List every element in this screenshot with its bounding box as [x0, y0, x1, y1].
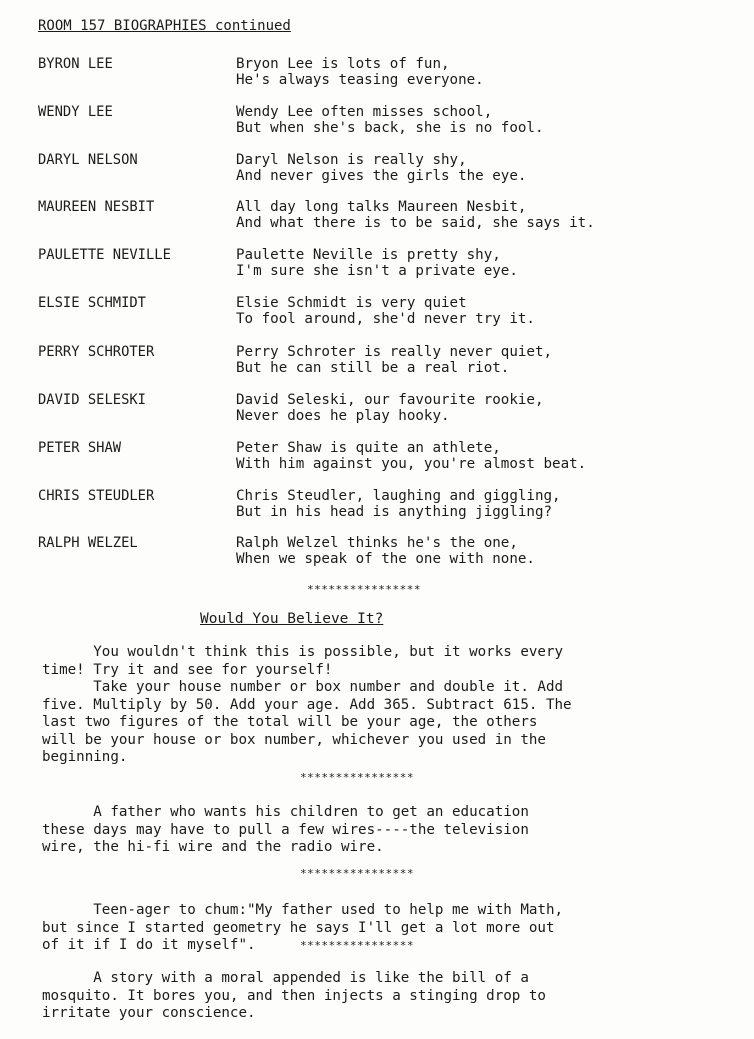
biography-entry	[38, 247, 728, 287]
verse-line-2: To fool around, she'd never try it.	[236, 311, 535, 327]
biography-entry	[38, 344, 728, 384]
text-line: A father who wants his children to get an education	[42, 804, 529, 820]
text-line: mosquito. It bores you, and then injects a stinging drop to	[42, 987, 546, 1004]
separator-stars: ****************	[300, 867, 414, 880]
student-name: BYRON LEE	[38, 56, 113, 72]
verse-line-1: All day long talks Maureen Nesbit,	[236, 199, 527, 215]
verse-line-2: I'm sure she isn't a private eye.	[236, 263, 518, 279]
biography-entry	[38, 440, 728, 480]
student-name: CHRIS STEUDLER	[38, 488, 155, 504]
student-name: WENDY LEE	[38, 104, 113, 120]
verse-line-1: Wendy Lee often misses school,	[236, 104, 493, 120]
text-line: irritate your conscience.	[42, 1005, 256, 1021]
biography-entry	[38, 152, 728, 192]
father-joke-paragraph	[42, 804, 722, 857]
verse-line-1: Bryon Lee is lots of fun,	[236, 56, 450, 72]
verse-line-1: Daryl Nelson is really shy,	[236, 152, 467, 168]
text-line: wire, the hi-fi wire and the radio wire.	[42, 839, 384, 855]
biography-entry	[38, 295, 728, 335]
text-line: A story with a moral appended is like the bill of a	[42, 970, 529, 986]
verse-line-2: With him against you, you're almost beat.	[236, 456, 587, 472]
verse-line-1: David Seleski, our favourite rookie,	[236, 392, 544, 408]
verse-line-2: But he can still be a real riot.	[236, 360, 510, 376]
text-line: time! Try it and see for yourself!	[42, 661, 333, 678]
verse-line-2: He's always teasing everyone.	[236, 72, 484, 88]
biography-entry	[38, 488, 728, 528]
verse-line-1: Peter Shaw is quite an athlete,	[236, 440, 501, 456]
biography-entry	[38, 535, 728, 575]
biography-entry	[38, 56, 728, 96]
verse-line-2: When we speak of the one with none.	[236, 551, 535, 567]
verse-line-2: And what there is to be said, she says it.	[236, 215, 595, 231]
text-line: five. Multiply by 50. Add your age. Add 365. Subtract 615. The	[42, 696, 572, 713]
verse-line-1: Ralph Welzel thinks he's the one,	[236, 535, 518, 551]
student-name: ELSIE SCHMIDT	[38, 295, 146, 311]
verse-line-2: Never does he play hooky.	[236, 408, 450, 424]
student-name: PAULETTE NEVILLE	[38, 247, 171, 263]
student-name: RALPH WELZEL	[38, 535, 138, 551]
text-line: last two figures of the total will be your age, the others	[42, 714, 538, 730]
page-heading: ROOM 157 BIOGRAPHIES continued	[38, 18, 291, 34]
text-line: Teen-ager to chum:"My father used to help me with Math,	[42, 902, 564, 918]
separator-stars: ****************	[307, 583, 421, 596]
separator-stars: ****************	[300, 939, 414, 952]
text-line: will be your house or box number, whichever you used in the	[42, 731, 546, 748]
verse-line-2: But in his head is anything jiggling?	[236, 504, 553, 520]
text-line: You wouldn't think this is possible, but it works every	[42, 644, 564, 660]
verse-line-2: But when she's back, she is no fool.	[236, 120, 544, 136]
student-name: PERRY SCHROTER	[38, 344, 155, 360]
separator-stars: ****************	[300, 771, 414, 784]
verse-line-1: Paulette Neville is pretty shy,	[236, 247, 501, 263]
mosquito-story-paragraph	[42, 970, 722, 1023]
student-name: PETER SHAW	[38, 440, 122, 456]
verse-line-1: Elsie Schmidt is very quiet	[236, 295, 467, 311]
verse-line-2: And never gives the girls the eye.	[236, 168, 527, 184]
believe-it-paragraph	[42, 644, 722, 767]
biography-entry	[38, 104, 728, 144]
section-title: Would You Believe It?	[200, 611, 384, 627]
text-line: of it if I do it myself".	[42, 937, 256, 953]
student-name: MAUREEN NESBIT	[38, 199, 155, 215]
student-name: DAVID SELESKI	[38, 392, 146, 408]
text-line: but since I started geometry he says I'll get a lot more out	[42, 919, 555, 936]
text-line: beginning.	[42, 749, 128, 765]
text-line: these days may have to pull a few wires----the television	[42, 821, 529, 838]
text-line: Take your house number or box number and double it. Add	[42, 679, 564, 695]
biography-entry	[38, 199, 728, 239]
student-name: DARYL NELSON	[38, 152, 138, 168]
verse-line-1: Perry Schroter is really never quiet,	[236, 344, 553, 360]
biography-entry	[38, 392, 728, 432]
verse-line-1: Chris Steudler, laughing and giggling,	[236, 488, 561, 504]
